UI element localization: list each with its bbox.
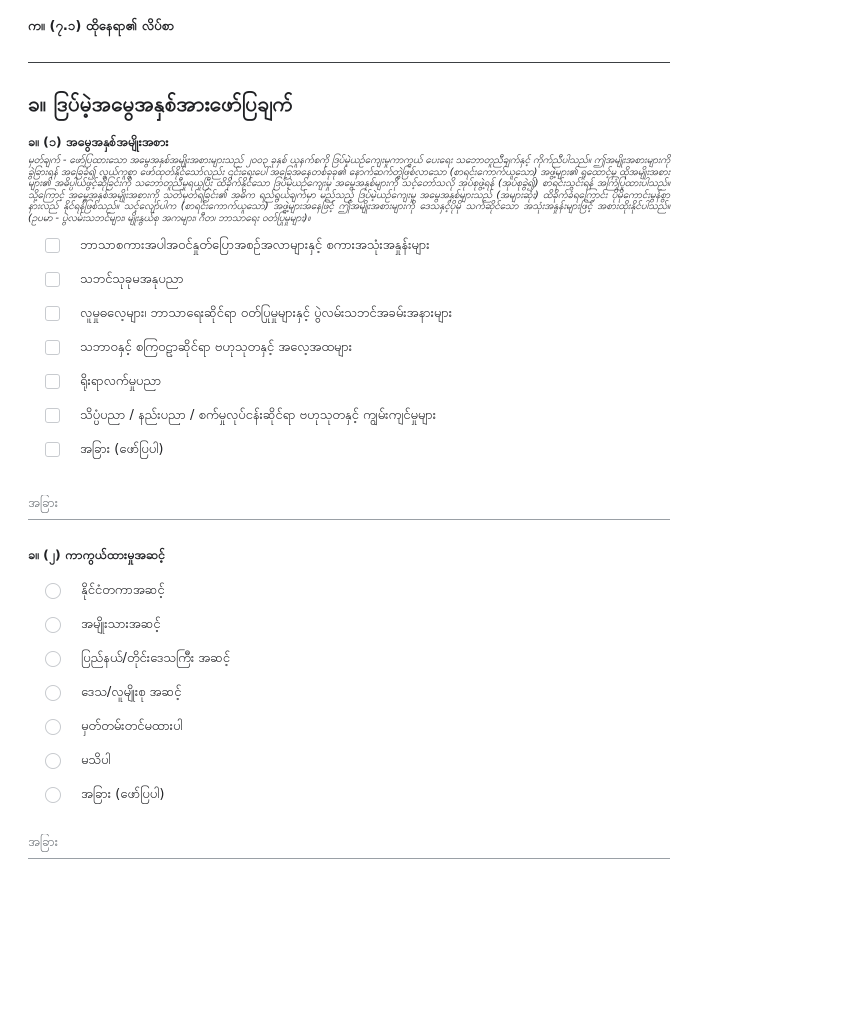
option-label: လူမှုဓလေ့များ၊ ဘာသာရေးဆိုင်ရာ ဝတ်ပြုမှုများနှင့် ပွဲလမ်းသဘင်အခမ်းအနားများ [80, 305, 453, 321]
option-label: အမျိုးသားအဆင့် [81, 616, 161, 632]
heritage-type-question [28, 133, 670, 520]
option-label: မသိပါ [81, 752, 111, 768]
heritage-type-note: မှတ်ချက် - ဖော်ပြထားသော အမွေအနှစ်အမျိုးအစားများသည် ၂၀၀၃ ခုနှစ် ယူနက်စကို ဒြပ်မဲ့ယဉ်ကျေးမှုကာကွယ် ပေးရေး သဘောတူညီချက်နှင့် ကိုက်ညီပါသည်။ ဤအမျိုးအစားများကို ခွဲခြားရန် အခြေခံ၍ လွယ်ကူစွာ ဖော်ထုတ်နိုင်သော်လည်း ၎င်းရေးပေါ်အခြေအနေတစ်ခုခု၏ နောက်ဆက်တွဲဖြစ်လာသော (စာရင်းကောက်ယူသော) အဖွဲ့များ၏ ရှုထောင့်မှ ထိုအမျိုးအစားများ၏ အဓိပ္ပါယ်ဖွင့်ဆိုခြင်းကို သဘောတူညီမှုရယူပြီး ထိခိုက်နိုင်သော ဒြပ်မဲ့ယဉ်ကျေးမှု အမွေအနှစ်များကို သင့်တော်သလို အုပ်စုဖွဲ့ရန် (အုပ်စုခွဲ၍) စာရင်းသွင်းရန် အကြံပြုထားပါသည်။ သို့ကြောင့် အမွေအနှစ်အမျိုးအစားကို သတ်မှတ်ရခြင်း၏ အဓိက ရည်ရွယ်ချက်မှာ မည်သည့် ဒြပ်မဲ့ယဉ်ကျေးမှု အမွေအနှစ်များသည် (အများဆုံး) ထိခိုက်ခံရကြောင်း ပိုမိုကောင်းမွန်စွာ နားလည် နိုင်ရန်ဖြစ်သည်။ သင့်လျော်ပါက (စာရင်းကောက်ယူသော) အဖွဲ့များအနေဖြင့် ဤအမျိုးအစားများကို ဒေသနှင့်ပိုမို သက်ဆိုင်သော အသုံးအနှုန်းများဖြင့် အစားထိုးနိုင်ပါသည်။ (ဥပမာ - ပွဲလမ်းသဘင်များ၊ မျိုးနွယ်စု အကများ၊ ဂီတ၊ ဘာသာရေး ဝတ်ပြုမှုများ)။ [28, 155, 670, 224]
option-label: နိုင်ငံတကာအဆင့် [81, 582, 165, 598]
heritage-type-option[interactable] [45, 399, 670, 433]
heritage-type-question-title: ခ။ (၁) အမွေအနှစ်အမျိုးအစား [28, 134, 169, 149]
heritage-type-option[interactable] [45, 433, 670, 467]
radio-icon[interactable] [45, 583, 61, 599]
option-label: အခြား (ဖော်ပြပါ) [80, 441, 164, 457]
checkbox-icon[interactable] [45, 408, 60, 423]
option-label: သဘာဝနှင့် စကြဝဠာဆိုင်ရာ ဗဟုသုတနှင့် အလေ့အထများ [80, 339, 353, 355]
option-label: ရိုးရာလက်မှုပညာ [80, 373, 162, 389]
radio-icon[interactable] [45, 685, 61, 701]
protection-level-option[interactable] [45, 710, 670, 744]
option-label: ဒေသ/လူမျိုးစု အဆင့် [81, 684, 182, 700]
protection-level-question [28, 546, 670, 859]
checkbox-icon[interactable] [45, 238, 60, 253]
radio-icon[interactable] [45, 719, 61, 735]
checkbox-icon[interactable] [45, 374, 60, 389]
radio-icon[interactable] [45, 753, 61, 769]
option-label: သဘင်သုခုမအနုပညာ [80, 271, 184, 287]
address-field-label: က။ (၇.၁) ထိုနေရာ၏ လိပ်စာ [28, 19, 175, 34]
protection-level-question-title: ခ။ (၂) ကာကွယ်ထားမှုအဆင့် [28, 546, 165, 562]
radio-icon[interactable] [45, 617, 61, 633]
heritage-type-option[interactable] [45, 263, 670, 297]
checkbox-icon[interactable] [45, 442, 60, 457]
protection-level-option[interactable] [45, 676, 670, 710]
form-page [28, 0, 670, 859]
radio-icon[interactable] [45, 787, 61, 803]
protection-level-option[interactable] [45, 744, 670, 778]
checkbox-icon[interactable] [45, 306, 60, 321]
address-field[interactable] [28, 0, 670, 63]
protection-level-other-input[interactable] [28, 828, 670, 859]
option-label: ပြည်နယ်/တိုင်းဒေသကြီး အဆင့် [81, 650, 231, 666]
protection-level-option[interactable] [45, 574, 670, 608]
option-label: မှတ်တမ်းတင်မထားပါ [81, 718, 183, 734]
option-label: သိပ္ပံပညာ / နည်းပညာ / စက်မှုလုပ်ငန်းဆိုင်ရာ ဗဟုသုတနှင့် ကျွမ်းကျင်မှုများ [80, 407, 437, 423]
heritage-type-option[interactable] [45, 365, 670, 399]
heritage-type-option[interactable] [45, 297, 670, 331]
heritage-type-options [28, 229, 670, 467]
heritage-type-option[interactable] [45, 229, 670, 263]
heritage-type-other-input[interactable] [28, 489, 670, 520]
protection-level-option[interactable] [45, 608, 670, 642]
protection-level-options [28, 574, 670, 812]
checkbox-icon[interactable] [45, 340, 60, 355]
protection-level-option[interactable] [45, 642, 670, 676]
protection-level-option[interactable] [45, 778, 670, 812]
checkbox-icon[interactable] [45, 272, 60, 287]
option-label: ဘာသာစကားအပါအဝင်နှုတ်ပြောအစဉ်အလာများနှင့် စကားအသုံးအနှုန်းများ [80, 237, 430, 253]
radio-icon[interactable] [45, 651, 61, 667]
section-title: ခ။ ဒြပ်မဲ့အမွေအနှစ်အားဖော်ပြချက် [28, 92, 294, 116]
heritage-type-option[interactable] [45, 331, 670, 365]
option-label: အခြား (ဖော်ပြပါ) [81, 786, 165, 802]
